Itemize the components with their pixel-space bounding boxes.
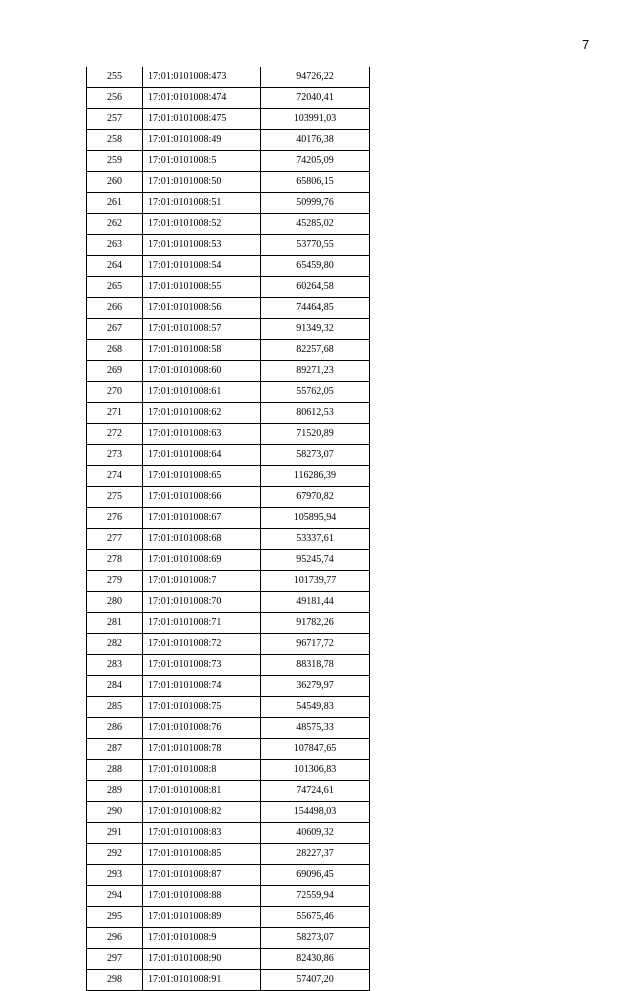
table-row (87, 844, 370, 865)
table-row (87, 340, 370, 361)
cadastral-number-cell: 17:01:0101008:81 (143, 781, 261, 802)
value-cell: 48575,33 (261, 718, 370, 739)
table-row (87, 172, 370, 193)
cadastral-number-cell: 17:01:0101008:72 (143, 634, 261, 655)
value-cell: 88318,78 (261, 655, 370, 676)
row-number-cell: 284 (87, 676, 143, 697)
value-cell: 103991,03 (261, 109, 370, 130)
cadastral-number-cell: 17:01:0101008:90 (143, 949, 261, 970)
table-row (87, 949, 370, 970)
row-number-cell: 277 (87, 529, 143, 550)
cadastral-number-cell: 17:01:0101008:82 (143, 802, 261, 823)
table-row (87, 130, 370, 151)
row-number-cell: 266 (87, 298, 143, 319)
table-row (87, 571, 370, 592)
value-cell: 67970,82 (261, 487, 370, 508)
value-cell: 72040,41 (261, 88, 370, 109)
table-row (87, 928, 370, 949)
cadastral-number-cell: 17:01:0101008:53 (143, 235, 261, 256)
value-cell: 74724,61 (261, 781, 370, 802)
value-cell: 40609,32 (261, 823, 370, 844)
table-row (87, 718, 370, 739)
row-number-cell: 279 (87, 571, 143, 592)
cadastral-number-cell: 17:01:0101008:83 (143, 823, 261, 844)
table-row (87, 613, 370, 634)
value-cell: 96717,72 (261, 634, 370, 655)
row-number-cell: 297 (87, 949, 143, 970)
table-row (87, 760, 370, 781)
cadastral-number-cell: 17:01:0101008:7 (143, 571, 261, 592)
row-number-cell: 274 (87, 466, 143, 487)
value-cell: 49181,44 (261, 592, 370, 613)
value-cell: 95245,74 (261, 550, 370, 571)
cadastral-number-cell: 17:01:0101008:89 (143, 907, 261, 928)
value-cell: 94726,22 (261, 67, 370, 88)
table-row (87, 235, 370, 256)
row-number-cell: 276 (87, 508, 143, 529)
cadastral-number-cell: 17:01:0101008:75 (143, 697, 261, 718)
table-row (87, 193, 370, 214)
table-row (87, 550, 370, 571)
row-number-cell: 283 (87, 655, 143, 676)
row-number-cell: 256 (87, 88, 143, 109)
row-number-cell: 282 (87, 634, 143, 655)
value-cell: 101306,83 (261, 760, 370, 781)
value-cell: 154498,03 (261, 802, 370, 823)
cadastral-number-cell: 17:01:0101008:55 (143, 277, 261, 298)
table-row (87, 361, 370, 382)
value-cell: 116286,39 (261, 466, 370, 487)
value-cell: 105895,94 (261, 508, 370, 529)
cadastral-number-cell: 17:01:0101008:54 (143, 256, 261, 277)
table-row (87, 655, 370, 676)
row-number-cell: 273 (87, 445, 143, 466)
value-cell: 36279,97 (261, 676, 370, 697)
row-number-cell: 261 (87, 193, 143, 214)
value-cell: 57407,20 (261, 970, 370, 991)
value-cell: 58273,07 (261, 445, 370, 466)
table-row (87, 151, 370, 172)
row-number-cell: 285 (87, 697, 143, 718)
value-cell: 107847,65 (261, 739, 370, 760)
value-cell: 74205,09 (261, 151, 370, 172)
row-number-cell: 259 (87, 151, 143, 172)
value-cell: 82430,86 (261, 949, 370, 970)
row-number-cell: 296 (87, 928, 143, 949)
row-number-cell: 294 (87, 886, 143, 907)
value-cell: 74464,85 (261, 298, 370, 319)
value-cell: 101739,77 (261, 571, 370, 592)
table-row (87, 907, 370, 928)
table-row (87, 403, 370, 424)
table-body (87, 67, 370, 991)
row-number-cell: 291 (87, 823, 143, 844)
row-number-cell: 271 (87, 403, 143, 424)
table-row (87, 970, 370, 991)
value-cell: 89271,23 (261, 361, 370, 382)
row-number-cell: 258 (87, 130, 143, 151)
value-cell: 54549,83 (261, 697, 370, 718)
cadastral-number-cell: 17:01:0101008:58 (143, 340, 261, 361)
cadastral-number-cell: 17:01:0101008:70 (143, 592, 261, 613)
value-cell: 53770,55 (261, 235, 370, 256)
table-row (87, 109, 370, 130)
value-cell: 45285,02 (261, 214, 370, 235)
row-number-cell: 275 (87, 487, 143, 508)
cadastral-number-cell: 17:01:0101008:63 (143, 424, 261, 445)
row-number-cell: 281 (87, 613, 143, 634)
value-cell: 65806,15 (261, 172, 370, 193)
row-number-cell: 255 (87, 67, 143, 88)
table-row (87, 382, 370, 403)
cadastral-number-cell: 17:01:0101008:61 (143, 382, 261, 403)
cadastral-number-cell: 17:01:0101008:9 (143, 928, 261, 949)
row-number-cell: 263 (87, 235, 143, 256)
value-cell: 40176,38 (261, 130, 370, 151)
row-number-cell: 260 (87, 172, 143, 193)
table-row (87, 781, 370, 802)
row-number-cell: 292 (87, 844, 143, 865)
cadastral-number-cell: 17:01:0101008:65 (143, 466, 261, 487)
table-row (87, 676, 370, 697)
page-number: 7 (582, 37, 590, 52)
table-row (87, 823, 370, 844)
table-row (87, 319, 370, 340)
table-row (87, 466, 370, 487)
cadastral-number-cell: 17:01:0101008:51 (143, 193, 261, 214)
row-number-cell: 288 (87, 760, 143, 781)
value-cell: 71520,89 (261, 424, 370, 445)
value-cell: 65459,80 (261, 256, 370, 277)
value-cell: 50999,76 (261, 193, 370, 214)
row-number-cell: 267 (87, 319, 143, 340)
row-number-cell: 264 (87, 256, 143, 277)
value-cell: 82257,68 (261, 340, 370, 361)
value-cell: 91782,26 (261, 613, 370, 634)
table-row (87, 592, 370, 613)
table-row (87, 802, 370, 823)
table-row (87, 88, 370, 109)
table-row (87, 214, 370, 235)
cadastral-number-cell: 17:01:0101008:473 (143, 67, 261, 88)
cadastral-number-cell: 17:01:0101008:52 (143, 214, 261, 235)
row-number-cell: 278 (87, 550, 143, 571)
row-number-cell: 257 (87, 109, 143, 130)
table-row (87, 445, 370, 466)
cadastral-number-cell: 17:01:0101008:74 (143, 676, 261, 697)
cadastral-number-cell: 17:01:0101008:85 (143, 844, 261, 865)
cadastral-number-cell: 17:01:0101008:67 (143, 508, 261, 529)
value-cell: 55675,46 (261, 907, 370, 928)
value-cell: 53337,61 (261, 529, 370, 550)
table-row (87, 277, 370, 298)
table-row (87, 529, 370, 550)
cadastral-number-cell: 17:01:0101008:91 (143, 970, 261, 991)
row-number-cell: 262 (87, 214, 143, 235)
cadastral-number-cell: 17:01:0101008:71 (143, 613, 261, 634)
table-row (87, 886, 370, 907)
data-table (86, 67, 370, 991)
table-row (87, 256, 370, 277)
cadastral-number-cell: 17:01:0101008:76 (143, 718, 261, 739)
row-number-cell: 272 (87, 424, 143, 445)
row-number-cell: 298 (87, 970, 143, 991)
value-cell: 60264,58 (261, 277, 370, 298)
row-number-cell: 290 (87, 802, 143, 823)
row-number-cell: 287 (87, 739, 143, 760)
table-row (87, 739, 370, 760)
value-cell: 58273,07 (261, 928, 370, 949)
cadastral-number-cell: 17:01:0101008:60 (143, 361, 261, 382)
cadastral-number-cell: 17:01:0101008:69 (143, 550, 261, 571)
cadastral-number-cell: 17:01:0101008:66 (143, 487, 261, 508)
cadastral-number-cell: 17:01:0101008:88 (143, 886, 261, 907)
row-number-cell: 268 (87, 340, 143, 361)
row-number-cell: 295 (87, 907, 143, 928)
cadastral-number-cell: 17:01:0101008:64 (143, 445, 261, 466)
cadastral-number-cell: 17:01:0101008:50 (143, 172, 261, 193)
cadastral-number-cell: 17:01:0101008:474 (143, 88, 261, 109)
row-number-cell: 286 (87, 718, 143, 739)
cadastral-number-cell: 17:01:0101008:49 (143, 130, 261, 151)
cadastral-number-cell: 17:01:0101008:475 (143, 109, 261, 130)
table-row (87, 865, 370, 886)
row-number-cell: 280 (87, 592, 143, 613)
table-row (87, 508, 370, 529)
value-cell: 28227,37 (261, 844, 370, 865)
cadastral-number-cell: 17:01:0101008:8 (143, 760, 261, 781)
row-number-cell: 269 (87, 361, 143, 382)
row-number-cell: 270 (87, 382, 143, 403)
value-cell: 69096,45 (261, 865, 370, 886)
value-cell: 55762,05 (261, 382, 370, 403)
table-row (87, 697, 370, 718)
table-row (87, 67, 370, 88)
value-cell: 72559,94 (261, 886, 370, 907)
cadastral-number-cell: 17:01:0101008:5 (143, 151, 261, 172)
cadastral-number-cell: 17:01:0101008:62 (143, 403, 261, 424)
cadastral-number-cell: 17:01:0101008:78 (143, 739, 261, 760)
value-cell: 91349,32 (261, 319, 370, 340)
value-cell: 80612,53 (261, 403, 370, 424)
cadastral-number-cell: 17:01:0101008:87 (143, 865, 261, 886)
row-number-cell: 265 (87, 277, 143, 298)
table-row (87, 298, 370, 319)
table-row (87, 487, 370, 508)
table-row (87, 424, 370, 445)
cadastral-number-cell: 17:01:0101008:73 (143, 655, 261, 676)
cadastral-number-cell: 17:01:0101008:68 (143, 529, 261, 550)
row-number-cell: 289 (87, 781, 143, 802)
table-row (87, 634, 370, 655)
row-number-cell: 293 (87, 865, 143, 886)
cadastral-number-cell: 17:01:0101008:57 (143, 319, 261, 340)
cadastral-number-cell: 17:01:0101008:56 (143, 298, 261, 319)
